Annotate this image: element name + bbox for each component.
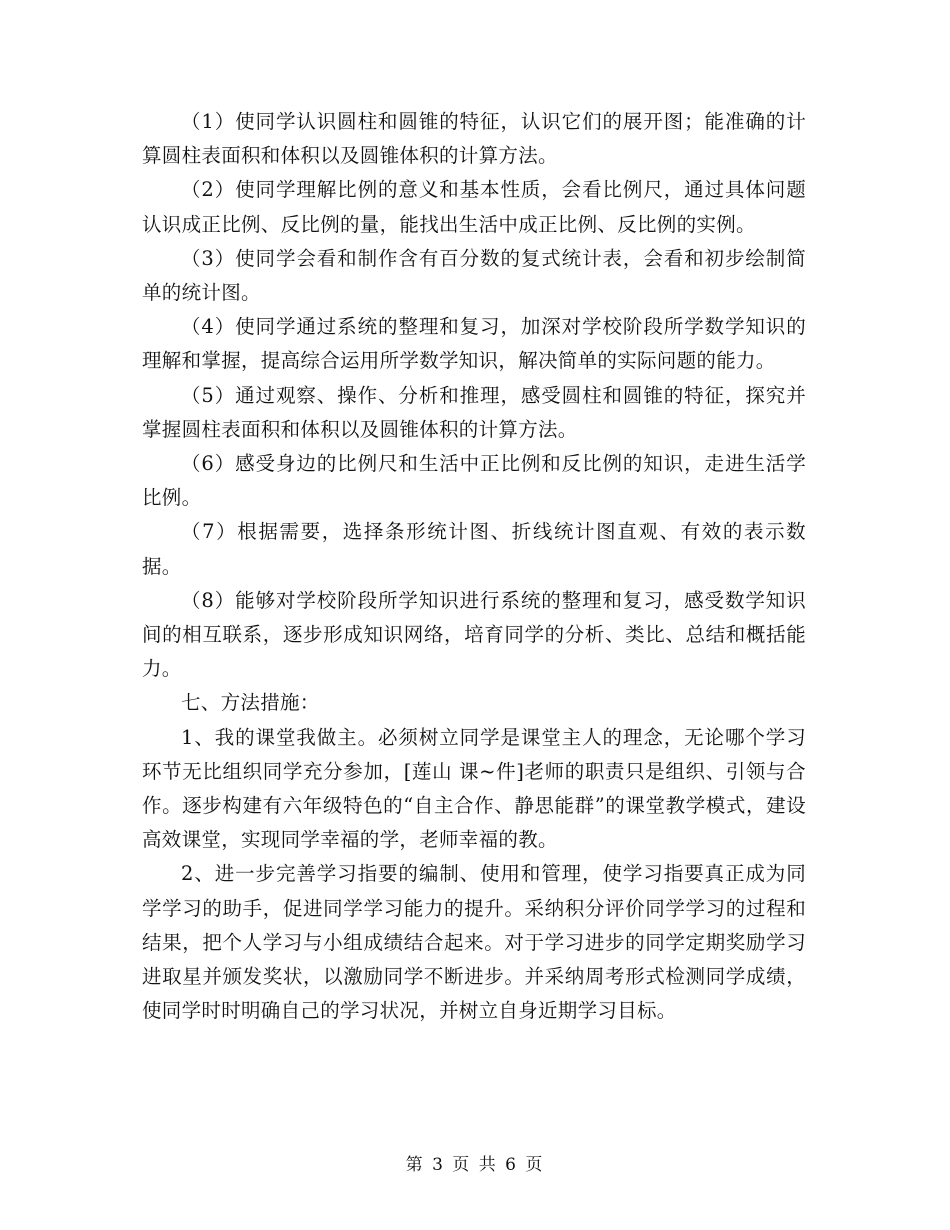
paragraph-objective-6: （6）感受身边的比例尺和生活中正比例和反比例的知识，走进生活学比例。 <box>142 452 806 510</box>
paragraph-objective-1: （1）使同学认识圆柱和圆锥的特征，认识它们的展开图；能准确的计算圆柱表面积和体积以及圆锥体积的计算方法。 <box>142 110 806 168</box>
document-body <box>142 105 806 1028</box>
paragraph-method-1: 1、我的课堂我做主。必须树立同学是课堂主人的理念，无论哪个学习环节无比组织同学充分参加，[莲山 课~件]老师的职责只是组织、引领与合作。逐步构建有六年级特色的“自主合作、静思能群”的课堂教学模式，建设高效课堂，实现同学幸福的学，老师幸福的教。 <box>142 725 806 852</box>
paragraph-objective-2: （2）使同学理解比例的意义和基本性质，会看比例尺，通过具体问题认识成正比例、反比例的量，能找出生活中成正比例、反比例的实例。 <box>142 178 806 236</box>
page-number-footer: 第 3 页 共 6 页 <box>405 1155 545 1175</box>
paragraph-objective-5: （5）通过观察、操作、分析和推理，感受圆柱和圆锥的特征，探究并掌握圆柱表面积和体积以及圆锥体积的计算方法。 <box>142 383 806 441</box>
section-heading-methods: 七、方法措施： <box>181 691 320 715</box>
paragraph-objective-8: （8）能够对学校阶段所学知识进行系统的整理和复习，感受数学知识间的相互联系，逐步形成知识网络，培育同学的分析、类比、总结和概括能力。 <box>142 588 806 681</box>
paragraph-objective-7: （7）根据需要，选择条形统计图、折线统计图直观、有效的表示数据。 <box>142 520 806 578</box>
paragraph-objective-4: （4）使同学通过系统的整理和复习，加深对学校阶段所学数学知识的理解和掌握，提高综合运用所学数学知识，解决简单的实际问题的能力。 <box>142 315 806 373</box>
paragraph-method-2: 2、进一步完善学习指要的编制、使用和管理，使学习指要真正成为同学学习的助手，促进同学学习能力的提升。采纳积分评价同学学习的过程和结果，把个人学习与小组成绩结合起来。对于学习进步的同学定期奖励学习进取星并颁发奖状，以激励同学不断进步。并采纳周考形式检测同学成绩，使同学时时明确自己的学习状况，并树立自身近期学习目标。 <box>142 862 806 1023</box>
paragraph-objective-3: （3）使同学会看和制作含有百分数的复式统计表，会看和初步绘制简单的统计图。 <box>142 246 806 305</box>
